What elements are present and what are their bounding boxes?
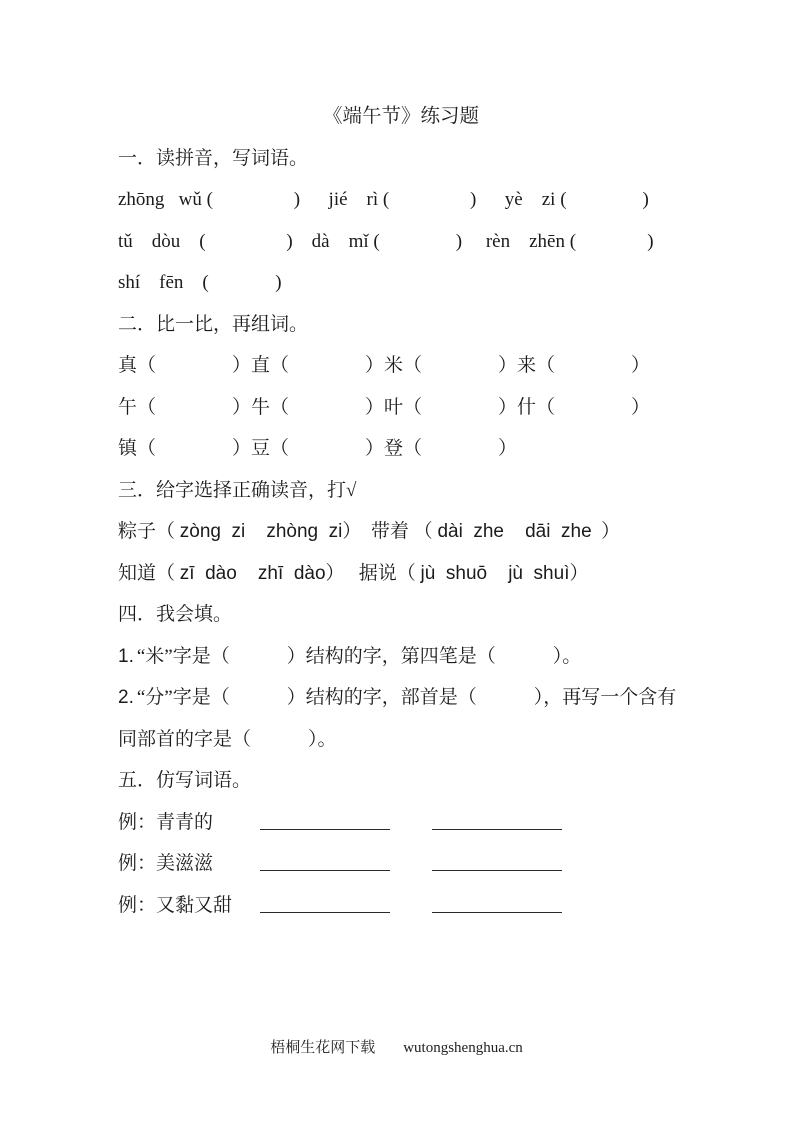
pronunciation-choice-line: [118, 511, 684, 553]
section-two-heading: 二．比一比，再组词。: [118, 313, 309, 335]
word-compare-line: 镇（ ）豆（ ）登（ ）: [118, 438, 518, 459]
footer-site-name: 梧桐生花网下载: [270, 1040, 376, 1056]
pronunciation-choice-line: [118, 553, 684, 595]
section-one-heading: 一．读拼音，写词语。: [118, 147, 309, 169]
word-compare-line: 午（ ）牛（ ）叶（ ）什（ ）: [118, 396, 651, 418]
item-number: 1.: [118, 645, 134, 667]
example-label: 例：又黏又甜: [118, 894, 233, 916]
section-three-heading: 三．给字选择正确读音，打√: [118, 479, 357, 501]
answer-blank: [260, 850, 390, 871]
fill-in-text: “米”字是（ ）结构的字，第四笔是（ ）。: [136, 645, 582, 667]
fill-in-text: “分”字是（ ）结构的字，部首是（ ），再写一个含有: [136, 687, 677, 708]
closing-paren: ）: [569, 562, 589, 584]
word-imitation-row: [118, 802, 684, 844]
hanzi-word: 粽子（: [118, 521, 180, 542]
answer-blank: [432, 809, 562, 830]
pinyin-options: zòng zi zhòng zi: [179, 521, 343, 542]
hanzi-word: ） 带着 （: [342, 521, 438, 542]
pinyin-line: tǔ dòu ( ) dà mǐ ( ) rèn zhēn ( ): [118, 230, 654, 252]
pinyin-options: jù shuō jù shuì: [420, 562, 570, 584]
fill-in-item: [118, 636, 684, 678]
fill-in-item: [118, 677, 684, 719]
item-number: 2.: [118, 687, 134, 708]
answer-blank: [260, 892, 390, 913]
fill-in-item-continuation: 同部首的字是（ ）。: [118, 728, 337, 750]
pinyin-options: dài zhe dāi zhe: [437, 521, 592, 542]
answer-blank: [432, 850, 562, 871]
word-imitation-row: [118, 885, 684, 927]
pinyin-line: shí fēn ( ): [118, 272, 282, 293]
hanzi-word: ） 据说（: [325, 562, 421, 584]
worksheet-document: [118, 96, 684, 926]
example-label: 例：美滋滋: [118, 853, 214, 874]
pinyin-options: zī dào zhī dào: [179, 562, 326, 584]
section-four-heading: 四．我会填。: [118, 604, 233, 625]
page-title: 《端午节》练习题: [322, 106, 479, 127]
answer-blank: [432, 892, 562, 913]
pinyin-line: zhōng wǔ ( ) jié rì ( ) yè zi ( ): [118, 189, 649, 210]
closing-paren: ）: [591, 521, 621, 542]
section-five-heading: 五．仿写词语。: [118, 770, 252, 791]
answer-blank: [260, 809, 390, 830]
word-compare-line: 真（ ）直（ ）米（ ）来（ ）: [118, 355, 651, 376]
word-imitation-row: [118, 843, 684, 885]
example-label: 例：青青的: [118, 811, 214, 833]
footer-site-url: wutongshenghua.cn: [403, 1040, 523, 1056]
hanzi-word: 知道（: [118, 562, 180, 584]
page-footer: [0, 1036, 793, 1057]
